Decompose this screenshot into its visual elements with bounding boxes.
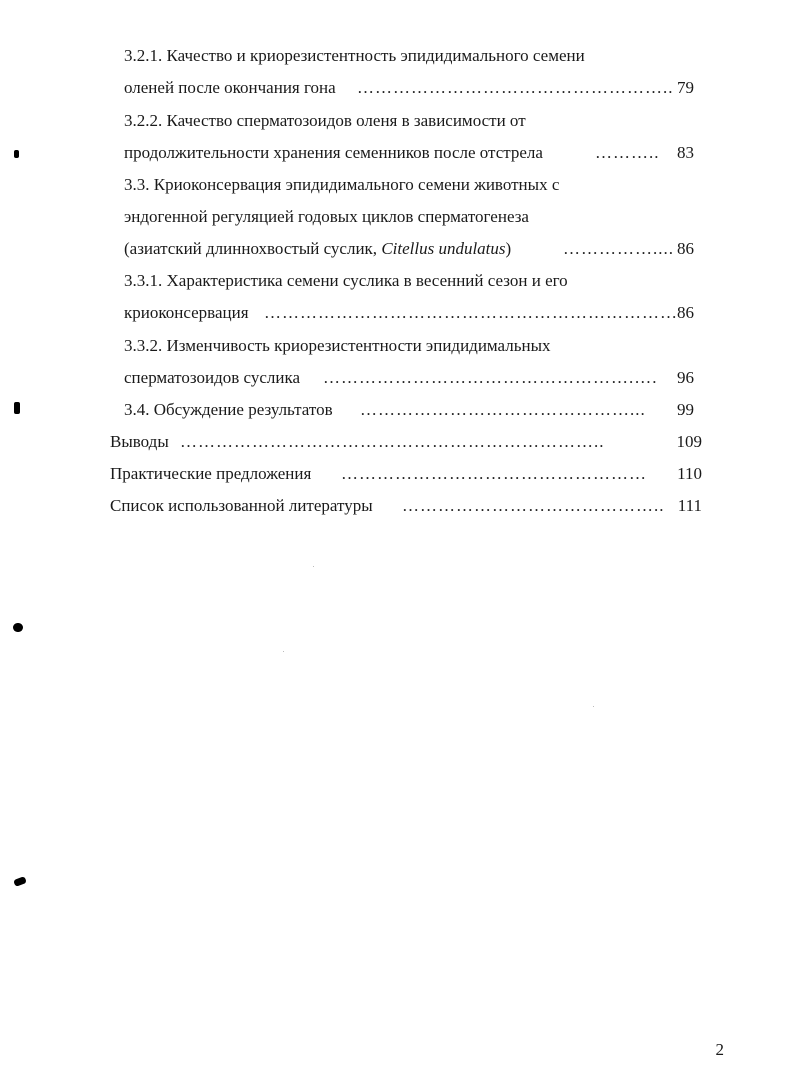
page-number: 2 [715, 1040, 724, 1059]
toc-page-number: 96 [677, 368, 694, 387]
toc-leader-dots: …………………………………………………………….. [180, 432, 605, 451]
toc-leader-dots: …………………………………………………………… [264, 303, 678, 322]
toc-leader-dots: …………………………………………….. [357, 78, 674, 97]
scan-speck [283, 651, 284, 652]
toc-entry-3-3-line3 [124, 237, 511, 261]
toc-entry-3-3-line1: 3.3. Криоконсервация эпидидимального семени животных с [124, 175, 560, 194]
toc-text: (азиатский длиннохвостый суслик, [124, 239, 382, 258]
scan-speck [313, 566, 314, 567]
toc-page-number: 111 [677, 496, 702, 515]
toc-page-number: 109 [676, 432, 702, 451]
toc-species-name: Citellus undulatus [381, 239, 506, 258]
toc-leader-dots: …………………………………………….…. [323, 368, 658, 387]
toc-entry-3-2-2-line2: продолжительности хранения семенников после отстрела [124, 143, 543, 162]
toc-leader-dots: …………….... [563, 239, 674, 258]
toc-text: ) [505, 239, 512, 258]
toc-entry-3-3-line2: эндогенной регуляцией годовых циклов сперматогенеза [124, 207, 529, 226]
toc-entry-3-3-1-line1: 3.3.1. Характеристика семени суслика в весенний сезон и его [124, 271, 568, 290]
scan-mark [14, 402, 20, 414]
scan-mark [13, 623, 23, 632]
toc-entry-3-2-2-line1: 3.2.2. Качество сперматозоидов оленя в зависимости от [124, 111, 526, 130]
toc-entry-3-3-1-line2: криоконсервация [124, 303, 249, 322]
scan-mark [14, 150, 19, 158]
scan-speck [593, 706, 594, 707]
toc-entry-conclusions: Выводы [110, 432, 169, 451]
toc-page-number: 83 [677, 143, 694, 162]
toc-entry-practical-proposals: Практические предложения [110, 464, 312, 483]
toc-page-number: 86 [677, 239, 694, 258]
toc-leader-dots: ………………………………………... [360, 400, 646, 419]
toc-entry-3-3-2-line1: 3.3.2. Изменчивость криорезистентности эпидидимальных [124, 336, 551, 355]
toc-page-number: 79 [677, 78, 694, 97]
scan-mark [13, 876, 27, 887]
toc-page-number: 86 [677, 303, 694, 322]
toc-entry-3-3-2-line2: сперматозоидов суслика [124, 368, 301, 387]
toc-entry-3-2-1-line2: оленей после окончания гона [124, 78, 336, 97]
toc-page-number: 99 [677, 400, 694, 419]
toc-leader-dots: …………………………………….. [402, 496, 665, 515]
toc-page-number: 110 [677, 464, 702, 483]
toc-entry-3-4: 3.4. Обсуждение результатов [124, 400, 333, 419]
toc-leader-dots: ……….. [595, 143, 660, 162]
toc-entry-references: Список использованной литературы [110, 496, 373, 515]
toc-entry-3-2-1-line1: 3.2.1. Качество и криорезистентность эпидидимального семени [124, 46, 585, 65]
toc-leader-dots: …………………………………………… [341, 464, 647, 483]
